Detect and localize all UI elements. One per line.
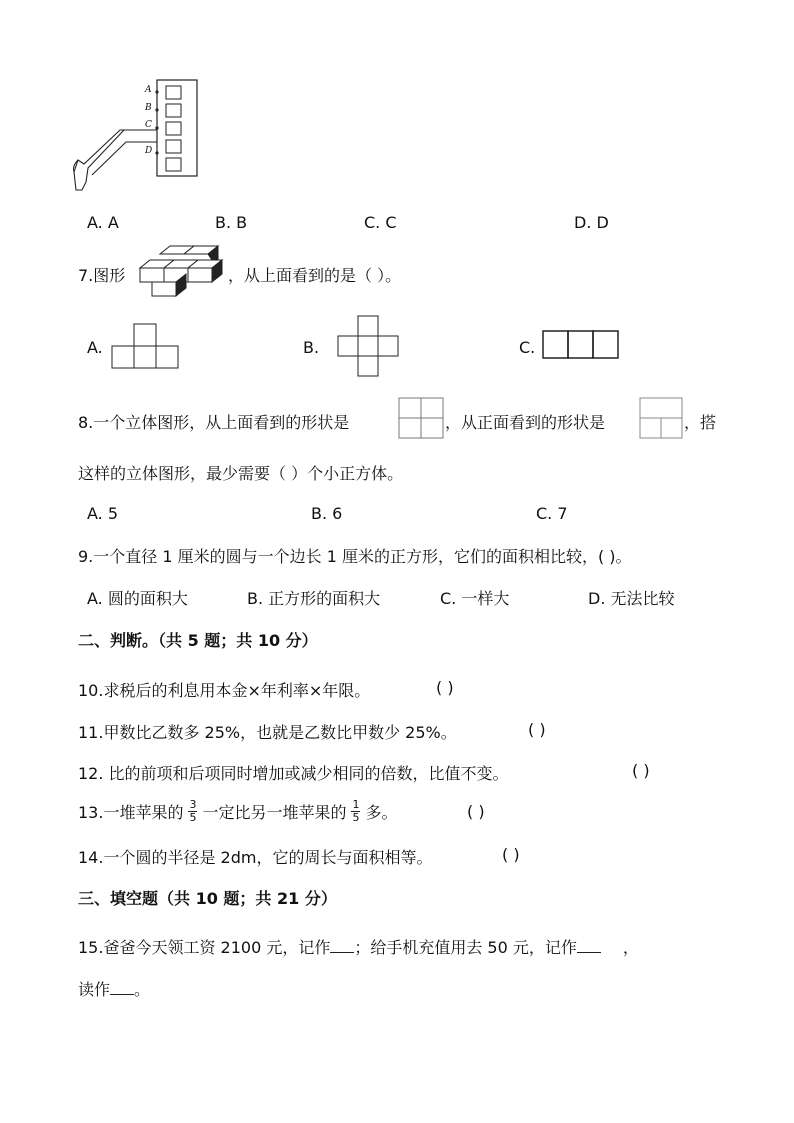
- shelf-label-c: C: [145, 120, 152, 130]
- q8-line1-c: ，搭: [684, 413, 717, 432]
- q8-line1-b: ，从正面看到的形状是: [445, 413, 606, 432]
- q15-blank-3[interactable]: [110, 980, 134, 995]
- q11-answer-paren[interactable]: ( ): [528, 720, 546, 739]
- q8-line2: 这样的立体图形，最少需要（ ）个小正方体。: [78, 464, 404, 483]
- q7-option-c-label[interactable]: C.: [519, 338, 536, 357]
- q9-option-a[interactable]: A. 圆的面积大: [87, 589, 188, 608]
- q7-stem-prefix: 7.图形: [78, 266, 126, 285]
- shelf-label-a: A: [145, 85, 152, 95]
- q13-text-c: 多。: [365, 802, 398, 822]
- q15-line2: [78, 977, 150, 1000]
- q14-answer-paren[interactable]: ( ): [502, 845, 520, 864]
- q15-text-e: 。: [134, 980, 151, 999]
- q9-option-d[interactable]: D. 无法比较: [588, 589, 675, 608]
- q13-fraction-2: [351, 799, 360, 824]
- section2-heading: 二、判断。（共 5 题；共 10 分）: [78, 631, 318, 650]
- q15-text-b: ；给手机充值用去 50 元，记作: [354, 938, 577, 957]
- q6-option-c[interactable]: C. C: [364, 213, 397, 232]
- q8-line1-a: 8.一个立体图形，从上面看到的形状是: [78, 413, 350, 432]
- q15-text-a: 15.爸爸今天领工资 2100 元，记作: [78, 938, 331, 957]
- q9-stem: 9.一个直径 1 厘米的圆与一个边长 1 厘米的正方形，它们的面积相比较，( )。: [78, 547, 632, 566]
- shelf-label-b: B: [145, 103, 152, 113]
- q7-option-b-label[interactable]: B.: [303, 338, 320, 357]
- q12-text: 12. 比的前项和后项同时增加或减少相同的倍数，比值不变。: [78, 764, 509, 783]
- q15-blank-2[interactable]: [577, 938, 601, 953]
- section3-heading: 三、填空题（共 10 题；共 21 分）: [78, 889, 337, 908]
- q12-answer-paren[interactable]: ( ): [632, 761, 650, 780]
- q13-text-a: 13.一堆苹果的: [78, 802, 184, 822]
- q8-option-b[interactable]: B. 6: [311, 504, 343, 523]
- q13-fraction-1-num: 3: [189, 797, 197, 811]
- q13-fraction-1-den: 5: [189, 810, 197, 824]
- q10-text: 10.求税后的利息用本金×年利率×年限。: [78, 681, 371, 700]
- shelf-label-d: D: [145, 146, 153, 156]
- q13-text: [78, 797, 397, 825]
- q13-fraction-2-num: 1: [352, 797, 360, 811]
- q14-text: 14.一个圆的半径是 2dm，它的周长与面积相等。: [78, 848, 433, 867]
- q15-line1: [78, 935, 639, 958]
- q9-option-b[interactable]: B. 正方形的面积大: [247, 589, 381, 608]
- q15-text-d: 读作: [78, 980, 111, 999]
- q15-blank-1[interactable]: [330, 938, 354, 953]
- q13-fraction-1: [188, 799, 197, 824]
- q8-option-a[interactable]: A. 5: [87, 504, 119, 523]
- q11-text: 11.甲数比乙数多 25%，也就是乙数比甲数少 25%。: [78, 723, 457, 742]
- q6-option-b[interactable]: B. B: [215, 213, 248, 232]
- q8-option-c[interactable]: C. 7: [536, 504, 568, 523]
- q15-text-c: ，: [622, 938, 639, 957]
- q7-stem-suffix: ，从上面看到的是（ ）。: [228, 266, 402, 285]
- q13-answer-paren[interactable]: ( ): [467, 802, 485, 821]
- q10-answer-paren[interactable]: ( ): [436, 678, 454, 697]
- q6-option-d[interactable]: D. D: [574, 213, 609, 232]
- q13-fraction-2-den: 5: [352, 810, 360, 824]
- q9-option-c[interactable]: C. 一样大: [440, 589, 510, 608]
- q6-option-a[interactable]: A. A: [87, 213, 119, 232]
- q7-option-a-label[interactable]: A.: [87, 338, 103, 357]
- q13-text-b: 一定比另一堆苹果的: [202, 802, 347, 822]
